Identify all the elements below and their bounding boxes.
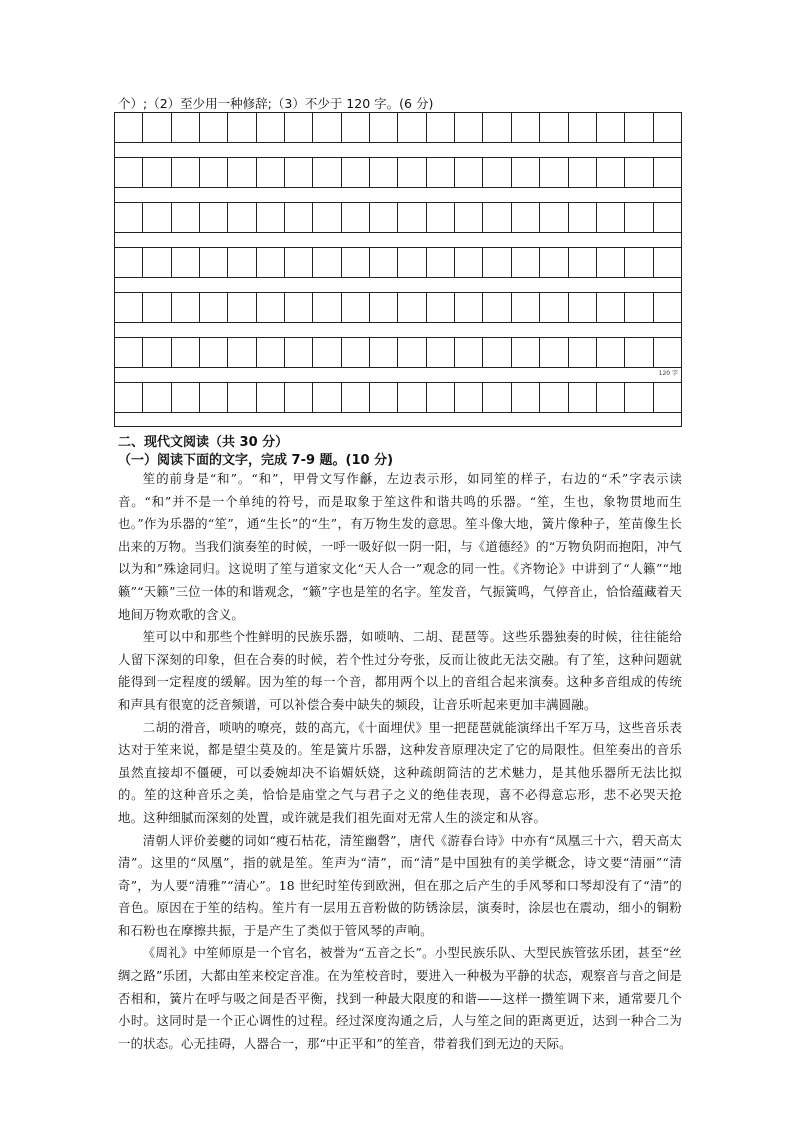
grid-cell[interactable] [172,203,200,232]
grid-cell[interactable] [427,248,455,277]
grid-cell[interactable] [143,113,171,142]
grid-row-gap [114,413,682,427]
grid-cell[interactable] [228,338,256,367]
grid-cell[interactable] [370,338,398,367]
grid-cell[interactable] [342,383,370,412]
grid-cell[interactable] [200,248,228,277]
grid-cell[interactable] [625,248,653,277]
grid-cell[interactable] [427,383,455,412]
grid-row [114,112,682,143]
grid-cell[interactable] [398,158,426,187]
grid-cell[interactable] [200,158,228,187]
grid-cell[interactable] [540,113,568,142]
grid-cell[interactable] [455,203,483,232]
grid-cell[interactable] [625,113,653,142]
grid-cell[interactable] [115,248,143,277]
grid-cell[interactable] [597,158,625,187]
grid-cell[interactable] [512,293,540,322]
grid-cell[interactable] [398,113,426,142]
grid-cell[interactable] [483,203,511,232]
grid-cell[interactable] [625,203,653,232]
grid-cell[interactable] [540,293,568,322]
passage-paragraph: 二胡的滑音，唢呐的嘹亮，鼓的高亢，《十面埋伏》里一把琵琶就能演绎出千军万马，这些音乐表达对于笙来说，都是望尘莫及的。笙是簧片乐器，这种发音原理决定了它的局限性。但笙奏出的音乐虽然直接却不僵硬，可以委婉却决不谄媚妖娆，这种疏朗简洁的艺术魅力，是其他乐器所无法比拟的。笙的这种音乐之美，恰恰是庙堂之气与君子之义的绝佳表现，喜不必得意忘形，悲不必哭天抢地。这种细腻而深刻的处置，或许就是我们祖先面对无常人生的淡定和从容。 [118,719,682,825]
grid-cell[interactable] [285,338,313,367]
grid-cell[interactable] [285,158,313,187]
grid-row [114,247,682,278]
grid-cell[interactable] [172,338,200,367]
grid-cell[interactable] [455,158,483,187]
grid-cell[interactable] [115,203,143,232]
grid-cell[interactable] [228,158,256,187]
grid-cell[interactable] [569,338,597,367]
grid-cell[interactable] [625,338,653,367]
grid-cell[interactable] [512,383,540,412]
grid-cell[interactable] [172,158,200,187]
grid-cell[interactable] [540,383,568,412]
grid-cell[interactable] [512,158,540,187]
grid-cell[interactable] [200,383,228,412]
grid-cell[interactable] [342,113,370,142]
grid-cell[interactable] [143,248,171,277]
grid-row [114,157,682,188]
passage-paragraph: 笙的前身是“和”。“和”，甲骨文写作龢，左边表示形，如同笙的样子，右边的“禾”字表示读音。“和”并不是一个单纯的符号，而是取象于笙这件和谐共鸣的乐器。“笙，生也，象物贯地而生也。”作为乐器的“笙”，通“生长”的“生”，有万物生发的意思。笙斗像大地，簧片像种子，笙苗像生长出来的万物。当我们演奏笙的时候，一呼一吸好似一阴一阳，与《道德经》的“万物负阴而抱阳，冲气以为和”殊途同归。这说明了笙与道家文化“天人合一”观念的同一性。《齐物论》中讲到了“人籁”“地籁”“天籁”三位一体的和谐观念，“籁”字也是笙的名字。笙发音，气振簧鸣，气停音止，恰恰蕴藏着天地间万物欢歌的含义。 [118,471,682,622]
grid-cell[interactable] [143,338,171,367]
grid-cell[interactable] [625,158,653,187]
grid-cell[interactable] [597,383,625,412]
grid-cell[interactable] [569,158,597,187]
grid-cell[interactable] [427,203,455,232]
grid-cell[interactable] [512,248,540,277]
writing-prompt-tail: 个）;（2）至少用一种修辞;（3）不少于 120 字。(6 分) [118,96,434,111]
grid-cell[interactable] [654,248,681,277]
grid-row-gap [114,368,682,382]
grid-cell[interactable] [512,203,540,232]
grid-cell[interactable] [370,113,398,142]
grid-cell[interactable] [540,203,568,232]
grid-cell[interactable] [427,338,455,367]
grid-cell[interactable] [597,113,625,142]
grid-cell[interactable] [257,158,285,187]
grid-cell[interactable] [569,248,597,277]
answer-grid [114,112,682,428]
grid-cell[interactable] [483,338,511,367]
grid-row [114,292,682,323]
grid-cell[interactable] [228,383,256,412]
grid-cell[interactable] [143,383,171,412]
grid-cell[interactable] [285,113,313,142]
grid-cell[interactable] [455,248,483,277]
grid-cell[interactable] [115,113,143,142]
grid-cell[interactable] [483,113,511,142]
grid-cell[interactable] [455,383,483,412]
grid-cell[interactable] [172,383,200,412]
grid-cell[interactable] [654,113,681,142]
grid-cell[interactable] [115,383,143,412]
grid-cell[interactable] [625,293,653,322]
grid-cell[interactable] [370,158,398,187]
word-count-mark: 120 字 [658,370,678,377]
grid-cell[interactable] [398,383,426,412]
grid-cell[interactable] [200,338,228,367]
grid-cell[interactable] [313,203,341,232]
grid-cell[interactable] [597,203,625,232]
grid-cell[interactable] [455,113,483,142]
grid-cell[interactable] [313,383,341,412]
grid-cell[interactable] [398,248,426,277]
grid-cell[interactable] [398,293,426,322]
grid-cell[interactable] [285,293,313,322]
grid-cell[interactable] [512,338,540,367]
grid-cell[interactable] [200,203,228,232]
grid-cell[interactable] [370,383,398,412]
grid-cell[interactable] [569,203,597,232]
grid-cell[interactable] [172,293,200,322]
grid-cell[interactable] [370,203,398,232]
grid-cell[interactable] [342,338,370,367]
grid-cell[interactable] [569,383,597,412]
grid-cell[interactable] [455,293,483,322]
grid-row-gap [114,278,682,292]
grid-cell[interactable] [398,338,426,367]
grid-cell[interactable] [228,248,256,277]
grid-cell[interactable] [483,248,511,277]
grid-row-gap [114,143,682,157]
grid-row [114,337,682,368]
reading-passage [118,468,682,1055]
grid-cell[interactable] [228,203,256,232]
grid-cell[interactable] [143,293,171,322]
grid-cell[interactable] [285,203,313,232]
grid-cell[interactable] [115,338,143,367]
grid-cell[interactable] [257,383,285,412]
grid-cell[interactable] [654,203,681,232]
grid-cell[interactable] [143,158,171,187]
grid-cell[interactable] [483,158,511,187]
grid-cell[interactable] [370,293,398,322]
grid-cell[interactable] [483,293,511,322]
grid-cell[interactable] [370,248,398,277]
grid-row [114,202,682,233]
grid-cell[interactable] [285,248,313,277]
grid-cell[interactable] [257,113,285,142]
grid-row [114,382,682,413]
grid-cell[interactable] [654,158,681,187]
grid-cell[interactable] [257,338,285,367]
grid-cell[interactable] [285,383,313,412]
grid-cell[interactable] [342,158,370,187]
grid-cell[interactable] [172,248,200,277]
grid-cell[interactable] [228,113,256,142]
section-title: 二、现代文阅读（共 30 分） [118,435,289,450]
grid-cell[interactable] [257,293,285,322]
grid-cell[interactable] [654,383,681,412]
grid-cell[interactable] [342,203,370,232]
passage-paragraph: 清朝人评价姜夔的词如“瘦石枯花，清笙幽磬”，唐代《游春台诗》中亦有“凤凰三十六，碧天高太清”。这里的“凤凰”，指的就是笙。笙声为“清”，而“清”是中国独有的美学概念，诗文要“清丽”“清奇”，为人要“清雅”“清心”。18 世纪时笙传到欧洲，但在那之后产生的手风琴和口琴却没有了“清”的音色。原因在于笙的结构。笙片有一层用五音粉做的防锈涂层，演奏时，涂层也在震动，细小的铜粉和石粉也在摩擦共振，于是产生了类似于管风琴的声响。 [118,832,682,938]
grid-row-gap [114,188,682,202]
grid-cell[interactable] [257,203,285,232]
grid-row-gap [114,323,682,337]
grid-cell[interactable] [342,248,370,277]
grid-cell[interactable] [540,158,568,187]
grid-cell[interactable] [625,383,653,412]
grid-cell[interactable] [427,293,455,322]
grid-cell[interactable] [115,293,143,322]
grid-cell[interactable] [313,248,341,277]
section-subtitle: （一）阅读下面的文字，完成 7-9 题。(10 分) [118,453,394,468]
grid-cell[interactable] [455,338,483,367]
grid-cell[interactable] [597,293,625,322]
grid-cell[interactable] [115,158,143,187]
grid-cell[interactable] [427,158,455,187]
grid-cell[interactable] [483,383,511,412]
grid-cell[interactable] [540,338,568,367]
grid-cell[interactable] [313,113,341,142]
grid-cell[interactable] [398,203,426,232]
grid-cell[interactable] [427,113,455,142]
passage-paragraph: 笙可以中和那些个性鲜明的民族乐器，如唢呐、二胡、琵琶等。这些乐器独奏的时候，往往能给人留下深刻的印象，但在合奏的时候，若个性过分夸张，反而让彼此无法交融。有了笙，这种问题就能得到一定程度的缓解。因为笙的每一个音，都用两个以上的音组合起来演奏。这种多音组成的传统和声具有很宽的泛音频谱，可以补偿合奏中缺失的频段，让音乐听起来更加丰满圆融。 [118,629,682,712]
grid-cell[interactable] [143,203,171,232]
grid-cell[interactable] [654,293,681,322]
grid-cell[interactable] [512,113,540,142]
grid-cell[interactable] [569,113,597,142]
grid-row-gap [114,233,682,247]
grid-cell[interactable] [257,248,285,277]
grid-cell[interactable] [342,293,370,322]
grid-cell[interactable] [540,248,568,277]
grid-cell[interactable] [313,293,341,322]
grid-cell[interactable] [172,113,200,142]
grid-cell[interactable] [597,338,625,367]
grid-cell[interactable] [597,248,625,277]
grid-cell[interactable] [200,293,228,322]
grid-cell[interactable] [654,338,681,367]
grid-cell[interactable] [228,293,256,322]
passage-paragraph: 《周礼》中笙师原是一个官名，被誉为“五音之长”。小型民族乐队、大型民族管弦乐团，甚至“丝绸之路”乐团，大都由笙来校定音准。在为笙校音时，要进入一种极为平静的状态，观察音与音之间是否相和，簧片在呼与吸之间是否平衡，找到一种最大限度的和谐——这样一攒笙调下来，通常要几个小时。这同时是一个正心调性的过程。经过深度沟通之后，人与笙之间的距离更近，达到一种合二为一的状态。心无挂碍，人器合一，那“中正平和”的笙音，带着我们到无边的天际。 [118,945,682,1051]
grid-cell[interactable] [313,338,341,367]
grid-cell[interactable] [569,293,597,322]
grid-cell[interactable] [313,158,341,187]
grid-cell[interactable] [200,113,228,142]
